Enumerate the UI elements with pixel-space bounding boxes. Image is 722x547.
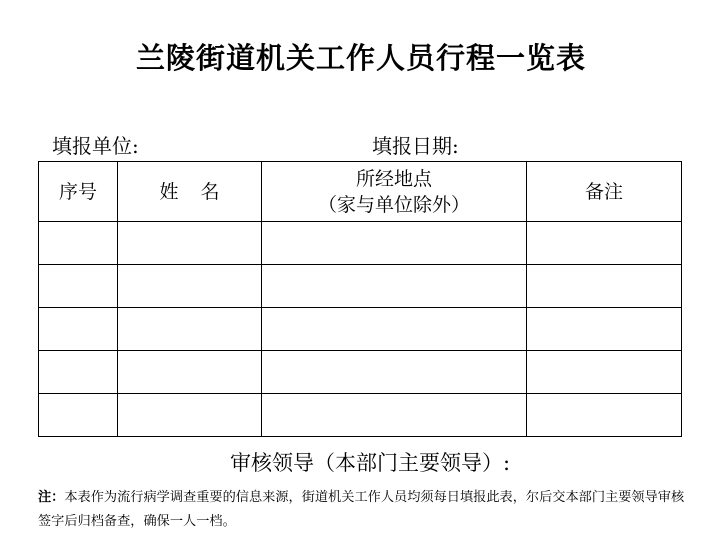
- cell-no[interactable]: [39, 351, 118, 394]
- cell-remark[interactable]: [527, 351, 682, 394]
- cell-remark[interactable]: [527, 222, 682, 265]
- cell-remark[interactable]: [527, 394, 682, 437]
- cell-no[interactable]: [39, 394, 118, 437]
- cell-name[interactable]: [118, 308, 262, 351]
- cell-name[interactable]: [118, 265, 262, 308]
- cell-name[interactable]: [118, 222, 262, 265]
- cell-no[interactable]: [39, 222, 118, 265]
- footnote: [38, 486, 688, 534]
- review-leader-label: 审核领导（本部门主要领导）:: [230, 451, 511, 475]
- fill-date-label: 填报日期:: [372, 134, 459, 158]
- table-row: [39, 308, 682, 351]
- cell-place[interactable]: [262, 351, 527, 394]
- itinerary-table: [38, 161, 682, 437]
- cell-remark[interactable]: [527, 265, 682, 308]
- fill-unit-label: 填报单位:: [52, 134, 139, 158]
- cell-place[interactable]: [262, 394, 527, 437]
- header-name-part1: 姓: [159, 180, 179, 203]
- table-header-row: [39, 162, 682, 222]
- cell-remark[interactable]: [527, 308, 682, 351]
- header-name: [118, 162, 262, 222]
- table-row: [39, 351, 682, 394]
- cell-place[interactable]: [262, 308, 527, 351]
- table-row: [39, 394, 682, 437]
- cell-name[interactable]: [118, 351, 262, 394]
- cell-place[interactable]: [262, 265, 527, 308]
- header-no: 序号: [39, 162, 118, 222]
- cell-place[interactable]: [262, 222, 527, 265]
- footnote-label: 注：: [38, 490, 65, 505]
- header-place-line2: （家与单位除外）: [317, 193, 470, 216]
- table-row: [39, 265, 682, 308]
- header-place: [262, 162, 527, 222]
- header-name-part2: 名: [200, 180, 220, 203]
- table-row: [39, 222, 682, 265]
- cell-no[interactable]: [39, 265, 118, 308]
- document-title: 兰陵街道机关工作人员行程一览表: [135, 41, 586, 75]
- cell-name[interactable]: [118, 394, 262, 437]
- header-remark: 备注: [527, 162, 682, 222]
- header-place-line1: 所经地点: [355, 167, 432, 190]
- footnote-text: 本表作为流行病学调查重要的信息来源，街道机关工作人员均须每日填报此表，尔后交本部门主要领导审核签字后归档备查，确保一人一档。: [38, 490, 685, 529]
- cell-no[interactable]: [39, 308, 118, 351]
